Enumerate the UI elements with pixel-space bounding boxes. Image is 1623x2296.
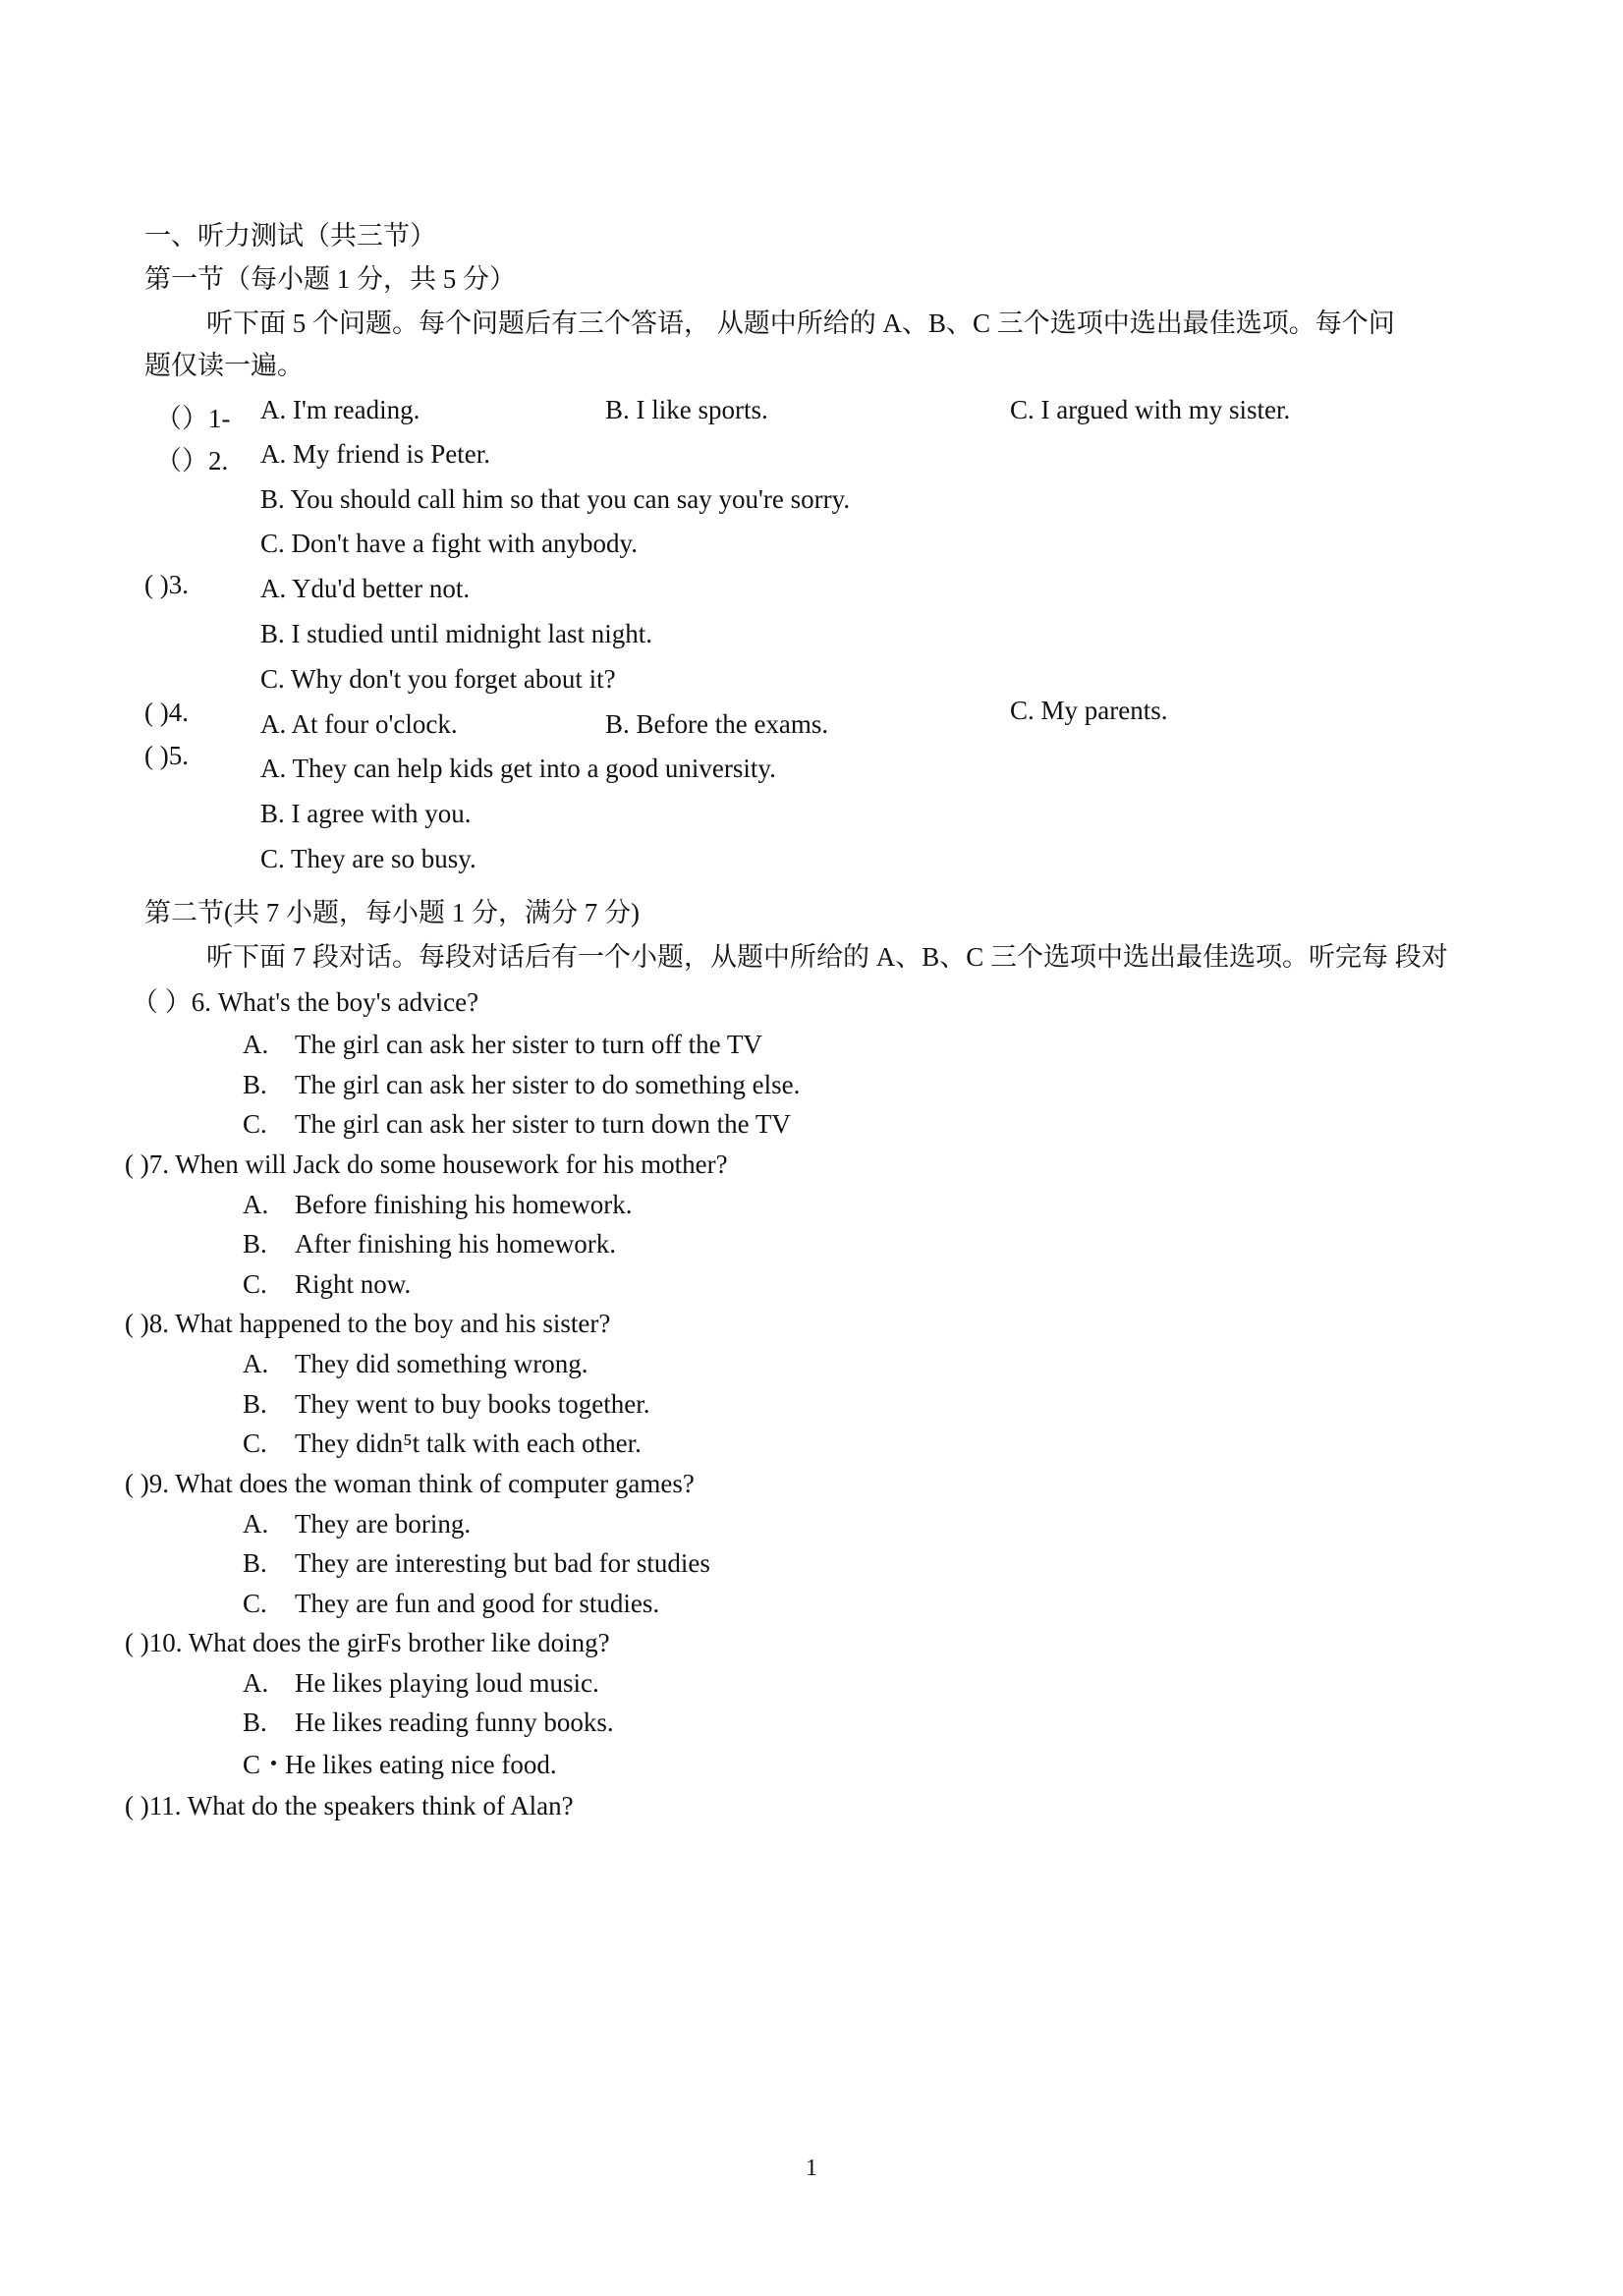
q5-option-a: A. They can help kids get into a good university. (260, 754, 776, 783)
q8-option-b-letter: B. (243, 1389, 267, 1419)
q8-option-c-letter: C. (243, 1428, 267, 1458)
q7-option-b: After finishing his homework. (295, 1229, 616, 1259)
part1-instructions-line1: 听下面 5 个问题。每个问题后有三个答语， 从题中所给的 A、B、C 三个选项中选出最佳选项。每个问 (206, 308, 1395, 338)
question-stem-11: ( )11. What do the speakers think of Alan? (125, 1791, 574, 1820)
q6-option-b-letter: B. (243, 1070, 267, 1099)
q2-option-a: A. My friend is Peter. (260, 439, 490, 469)
q6-option-a: The girl can ask her sister to turn off the TV (295, 1030, 762, 1059)
part1-title: 第一节（每小题 1 分，共 5 分） (144, 264, 516, 294)
q6-option-c: The girl can ask her sister to turn down the TV (295, 1109, 791, 1139)
page-number: 1 (806, 2156, 817, 2181)
q9-option-c: They are fun and good for studies. (295, 1589, 660, 1618)
question-stem-7: ( )7. When will Jack do some housework for his mother? (125, 1149, 728, 1179)
q3-option-c: C. Why don't you forget about it? (260, 664, 616, 694)
q10-option-c: He likes eating nice food. (285, 1750, 557, 1779)
q7-option-a-letter: A. (243, 1190, 269, 1219)
q1-option-a: A. I'm reading. (260, 395, 420, 424)
q8-option-c: They didn⁵t talk with each other. (295, 1428, 642, 1458)
question-stem-9: ( )9. What does the woman think of computer games? (125, 1469, 695, 1498)
q9-option-c-letter: C. (243, 1589, 267, 1618)
q10-option-b-letter: B. (243, 1708, 267, 1737)
q10-option-a: He likes playing loud music. (295, 1668, 599, 1698)
q4-option-c: C. My parents. (1010, 696, 1168, 725)
q1-option-b: B. I like sports. (605, 395, 768, 424)
q8-option-b: They went to buy books together. (295, 1389, 650, 1419)
q7-option-a: Before finishing his homework. (295, 1190, 633, 1219)
question-stem-10: ( )10. What does the girFs brother like doing? (125, 1628, 610, 1657)
q6-option-b: The girl can ask her sister to do something else. (295, 1070, 801, 1099)
q10-option-b: He likes reading funny books. (295, 1708, 614, 1737)
q6-option-a-letter: A. (243, 1030, 269, 1059)
question-number-3: ( )3. (144, 570, 189, 599)
q9-option-a: They are boring. (295, 1509, 472, 1539)
q5-option-c: C. They are so busy. (260, 844, 476, 873)
part1-instructions-line2: 题仅读一遍。 (144, 351, 304, 380)
question-number-2: （）2. (155, 446, 229, 476)
q10-option-c-letter: C・ (243, 1750, 288, 1779)
question-stem-8: ( )8. What happened to the boy and his sister? (125, 1309, 611, 1338)
q2-option-c: C. Don't have a fight with anybody. (260, 529, 639, 558)
q2-option-b: B. You should call him so that you can say you're sorry. (260, 484, 851, 514)
q7-option-b-letter: B. (243, 1229, 267, 1259)
q10-option-a-letter: A. (243, 1668, 269, 1698)
part2-title: 第二节(共 7 小题，每小题 1 分，满分 7 分) (144, 898, 640, 927)
question-number-5: ( )5. (144, 741, 189, 770)
section-heading: 一、听力测试（共三节） (144, 221, 436, 251)
q4-option-a: A. At four o'clock. (260, 709, 458, 739)
q6-option-c-letter: C. (243, 1109, 267, 1139)
q9-option-a-letter: A. (243, 1509, 269, 1539)
q8-option-a-letter: A. (243, 1349, 269, 1378)
q4-option-b: B. Before the exams. (605, 709, 829, 739)
part2-instructions: 听下面 7 段对话。每段对话后有一个小题，从题中所给的 A、B、C 三个选项中选出最佳选项。听完每 段对 (206, 942, 1448, 972)
q1-option-c: C. I argued with my sister. (1010, 395, 1291, 424)
question-number-1: （）1- (155, 404, 231, 433)
q9-option-b: They are interesting but bad for studies (295, 1548, 710, 1578)
q3-option-a: A. Ydu'd better not. (260, 574, 471, 603)
q7-option-c-letter: C. (243, 1269, 267, 1299)
q5-option-b: B. I agree with you. (260, 799, 472, 828)
q7-option-c: Right now. (295, 1269, 412, 1299)
q8-option-a: They did something wrong. (295, 1349, 588, 1378)
q3-option-b: B. I studied until midnight last night. (260, 619, 653, 648)
question-number-4: ( )4. (144, 698, 189, 727)
q9-option-b-letter: B. (243, 1548, 267, 1578)
question-stem-6: （ ）6. What's the boy's advice? (132, 987, 479, 1017)
